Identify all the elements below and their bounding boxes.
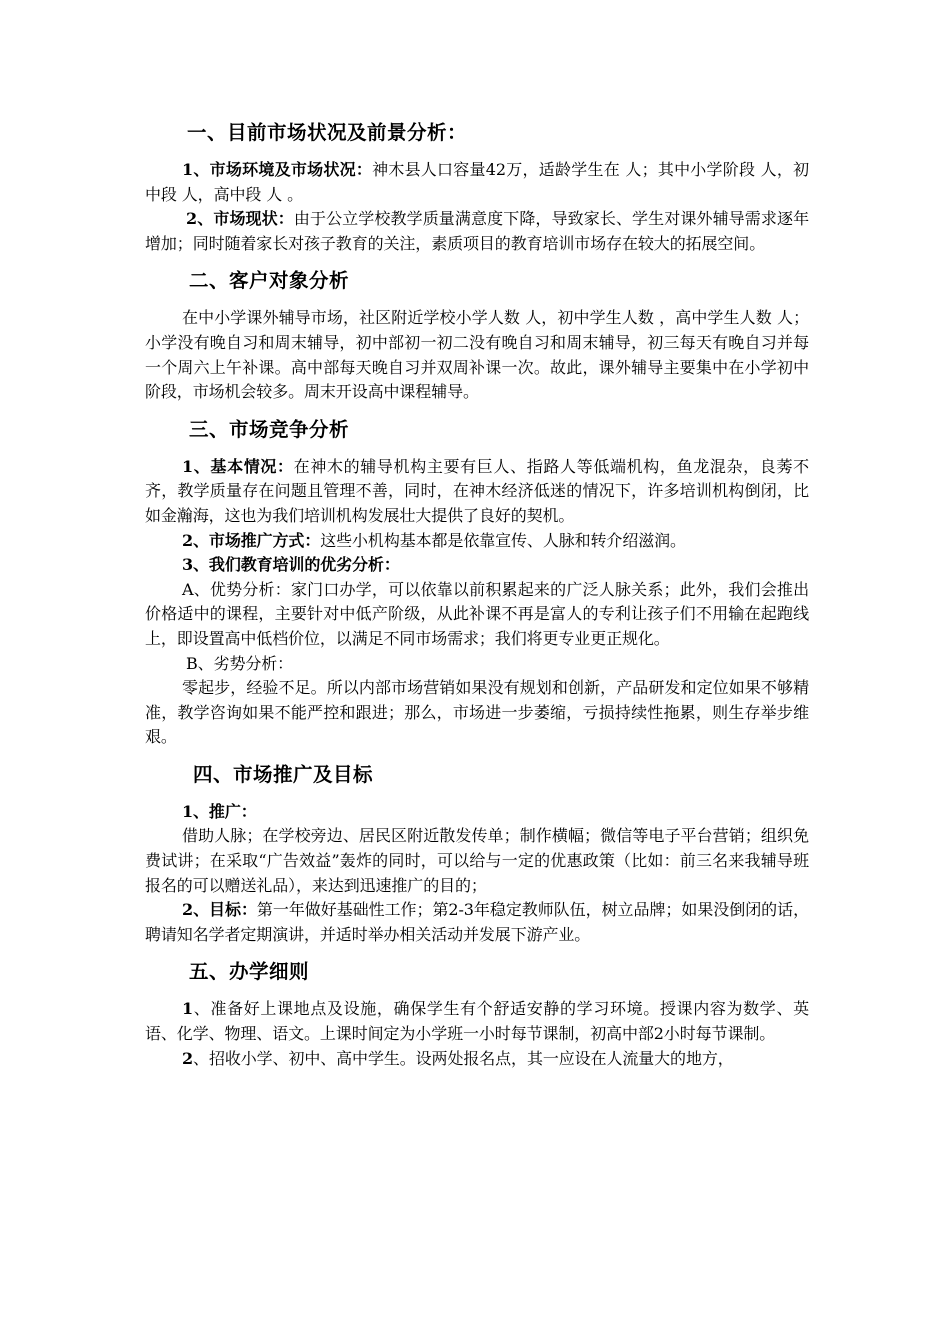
s4-paragraph-2: 借助人脉；在学校旁边、居民区附近散发传单；制作横幅；微信等电子平台营销；组织免费试讲；在采取“广告效益”轰炸的同时，可以给与一定的优惠政策（比如：前三名来我辅导班报名的可以赠送礼品），来达到迅速推广的目的； — [145, 826, 809, 895]
s5-p1-text: 、准备好上课地点及设施，确保学生有个舒适安静的学习环境。授课内容为数学、英语、化学、物理、语文。上课时间定为小学班一小时每节课制，初高中部2小时每节课制。 — [145, 999, 809, 1044]
s3-p1-text: 在神木的辅导机构主要有巨人、指路人等低端机构，鱼龙混杂，良莠不齐，教学质量存在问题且管理不善，同时，在神木经济低迷的情况下，许多培训机构倒闭，比如金瀚海，这也为我们培训机构发展壮大提供了良好的契机。 — [145, 456, 809, 525]
section-1-heading: 一、目前市场状况及前景分析： — [187, 121, 468, 144]
s3-paragraph-1 — [145, 455, 809, 529]
s3-paragraph-2 — [145, 529, 809, 554]
s3-p1-label: 1、基本情况： — [182, 456, 294, 476]
s1-p2-label: 2、市场现状： — [186, 209, 294, 229]
s5-p1-label: 1 — [182, 999, 194, 1019]
s1-p1-label: 1、市场环境及市场状况： — [182, 160, 373, 179]
s4-p3-text: 第一年做好基础性工作；第2-3年稳定教师队伍，树立品牌；如果没倒闭的话，聘请知名学者定期演讲，并适时举办相关活动并发展下游产业。 — [145, 900, 809, 944]
s3-p2-label: 2、市场推广方式： — [182, 530, 321, 550]
s4-p1-label: 1、推广： — [182, 801, 257, 821]
section-2-heading: 二、客户对象分析 — [189, 269, 350, 293]
s3-p2-text: 这些小机构基本都是依靠宣传、人脉和转介绍滋润。 — [320, 530, 686, 550]
section-3-heading: 三、市场竞争分析 — [189, 417, 350, 441]
s3-paragraph-disadvantage: B、劣势分析： — [186, 653, 294, 673]
s3-paragraph-3 — [145, 553, 809, 578]
s3-paragraph-disadvantage-detail: 零起步，经验不足。所以内部市场营销如果没有规划和创新，产品研发和定位如果不够精准，教学咨询如果不能严控和跟进；那么，市场进一步萎缩，亏损持续性拖累，则生存举步维艰。 — [145, 678, 809, 747]
s1-paragraph-2 — [145, 207, 809, 256]
s1-p2-text: 由于公立学校教学质量满意度下降，导致家长、学生对课外辅导需求逐年增加；同时随着家长对孩子教育的关注，素质项目的教育培训市场存在较大的拓展空间。 — [145, 209, 809, 253]
s4-paragraph-1 — [145, 800, 809, 825]
s1-paragraph-1 — [145, 158, 809, 207]
s4-paragraph-3 — [145, 898, 809, 947]
s3-paragraph-advantage: A、优势分析：家门口办学，可以依靠以前积累起来的广泛人脉关系；此外，我们会推出价格适中的课程，主要针对中低产阶级，从此补课不再是富人的专利让孩子们不用输在起跑线上，即设置高中低档价位，以满足不同市场需求；我们将更专业更正规化。 — [145, 579, 809, 648]
section-4-heading: 四、市场推广及目标 — [193, 762, 374, 786]
s5-paragraph-2 — [145, 1047, 809, 1072]
s4-p3-label: 2、目标： — [182, 900, 257, 920]
s1-p1-text: 神木县人口容量42万，适龄学生在 人；其中小学阶段 人，初中段 人，高中段 人 。 — [145, 160, 810, 204]
document-page — [145, 118, 809, 1071]
s5-p2-text: 、招收小学、初中、高中学生。设两处报名点，其一应设在人流量大的地方， — [193, 1048, 734, 1068]
section-5-heading: 五、办学细则 — [189, 960, 310, 984]
s3-p3-label: 3、我们教育培训的优劣分析： — [182, 555, 400, 575]
s2-paragraph-1: 在中小学课外辅导市场，社区附近学校小学人数 人，初中学生人数 ，高中学生人数 人；小学没有晚自习和周末辅导，初中部初一初二没有晚自习和周末辅导，初三每天有晚自习并每一个周六上午补课。高中部每天晚自习并双周补课一次。故此，课外辅导主要集中在小学初中阶段，市场机会较多。周末开设高中课程辅导。 — [145, 308, 809, 402]
s5-paragraph-1 — [145, 997, 809, 1046]
s5-p2-label: 2 — [182, 1048, 194, 1068]
